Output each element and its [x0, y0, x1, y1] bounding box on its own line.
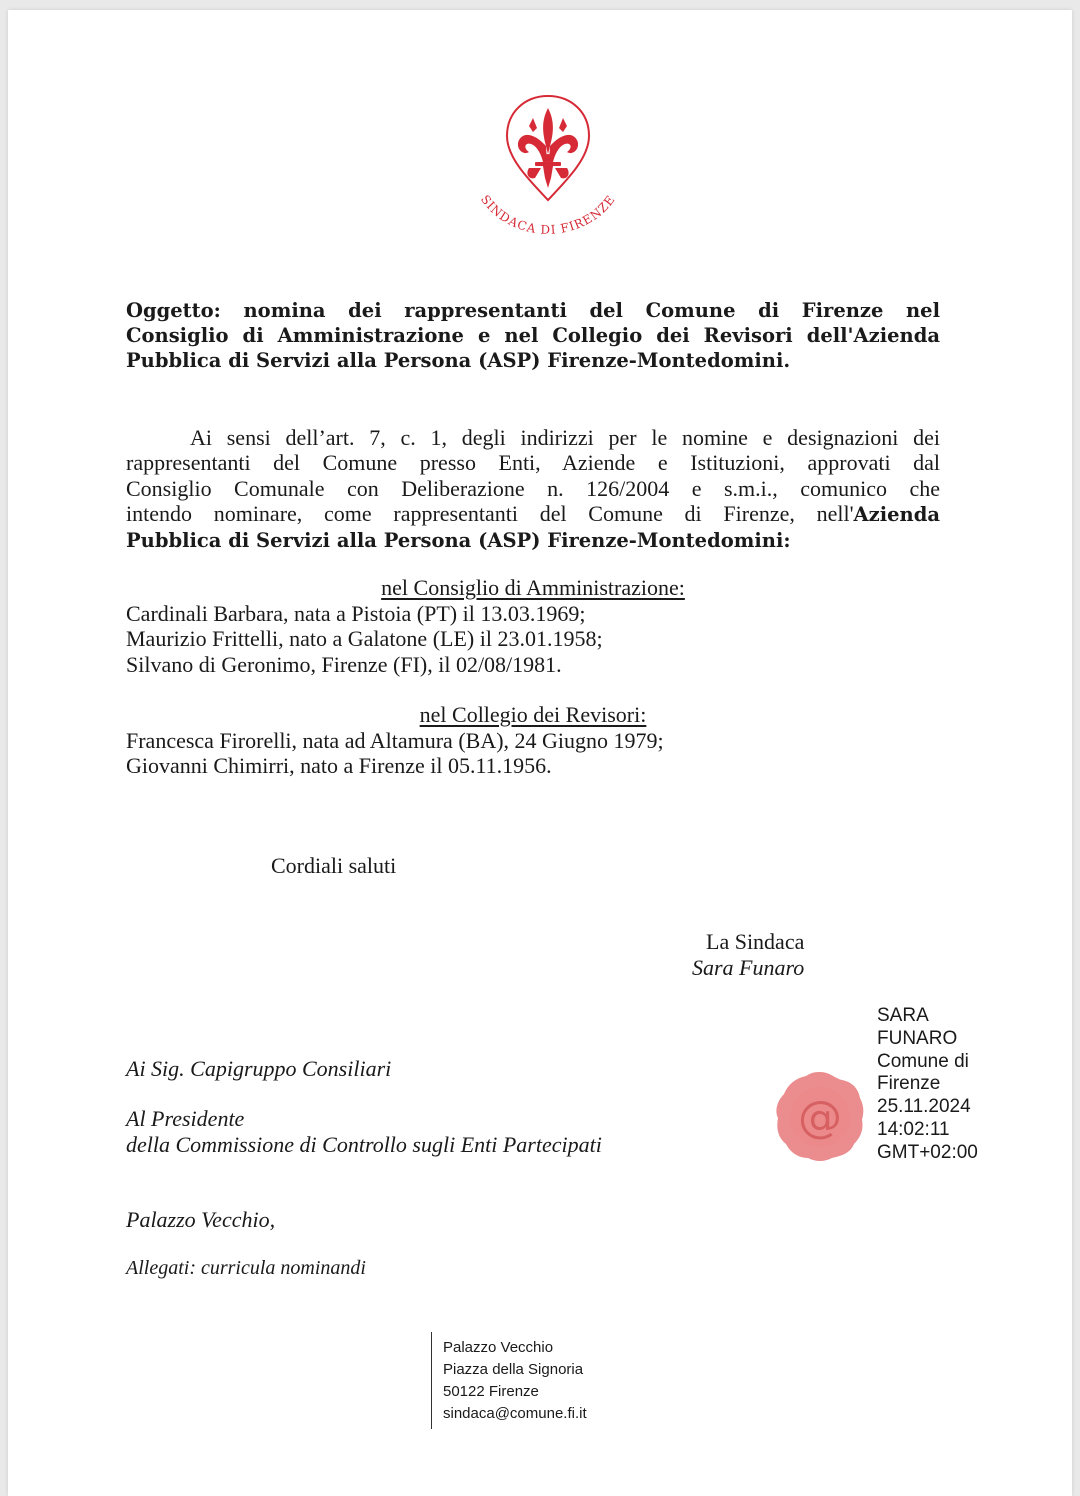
- recipient-1: Ai Sig. Capigruppo Consiliari: [126, 1056, 392, 1081]
- body-line-4-text: intendo nominare, come rappresentanti del Comune di Firenze, nell': [126, 500, 854, 526]
- attachments: Allegati: curricula nominandi: [126, 1257, 366, 1279]
- digital-signature-line-4: Firenze: [877, 1073, 941, 1095]
- cda-member-2: Maurizio Frittelli, nato a Galatone (LE) il 23.01.1958;: [126, 626, 603, 651]
- body-line-5: [126, 527, 940, 553]
- body-line-3: Consiglio Comunale con Deliberazione n. 126/2004 e s.m.i., comunico che: [126, 475, 940, 501]
- footer-email[interactable]: sindaca@comune.fi.it: [443, 1405, 587, 1422]
- digital-signature-line-1: SARA: [877, 1005, 929, 1026]
- body-line-2: rappresentanti del Comune presso Enti, Aziende e Istituzioni, approvati dal: [126, 450, 940, 476]
- digital-signature-seal-icon: [772, 1068, 868, 1164]
- revisori-member-1: Francesca Firorelli, nata ad Altamura (BA), 24 Giugno 1979;: [126, 728, 664, 753]
- signature-role: La Sindaca: [706, 929, 805, 954]
- footer-line-1: Palazzo Vecchio: [443, 1339, 554, 1356]
- revisori-title: nel Collegio dei Revisori:: [419, 702, 647, 727]
- florence-lily-logo-icon: [463, 88, 633, 238]
- closing: Cordiali saluti: [271, 853, 397, 878]
- subject-line-2: Consiglio di Amministrazione e nel Collegio dei Revisori dell'Azienda: [126, 324, 940, 347]
- footer-line-3: 50122 Firenze: [443, 1383, 539, 1400]
- body-paragraph: [126, 425, 940, 553]
- digital-signature-info: [877, 1005, 1057, 1165]
- footer-divider: [431, 1332, 432, 1429]
- subject: [126, 298, 940, 373]
- cda-member-3: Silvano di Geronimo, Firenze (FI), il 02/08/1981.: [126, 652, 562, 677]
- footer-line-2: Piazza della Signoria: [443, 1361, 584, 1378]
- body-line-1: Ai sensi dell’art. 7, c. 1, degli indirizzi per le nomine e designazioni dei: [190, 425, 940, 450]
- digital-signature-line-2: FUNARO: [877, 1027, 958, 1049]
- recipient-2: Al Presidente: [126, 1106, 245, 1131]
- subject-line-3: Pubblica di Servizi alla Persona (ASP) Firenze-Montedomini.: [126, 349, 791, 372]
- digital-signature-time: 14:02:11: [877, 1118, 950, 1140]
- revisori-member-2: Giovanni Chimirri, nato a Firenze il 05.11.1956.: [126, 753, 552, 778]
- subject-line-1: Oggetto: nomina dei rappresentanti del Comune di Firenze nel: [126, 299, 940, 322]
- body-line-4: [126, 501, 940, 527]
- cda-member-1: Cardinali Barbara, nata a Pistoia (PT) il 13.03.1969;: [126, 601, 586, 626]
- logo-caption: SINDACA DI FIRENZE: [477, 192, 619, 237]
- signature-name: Sara Funaro: [692, 955, 805, 980]
- digital-signature-date: 25.11.2024: [877, 1096, 971, 1118]
- svg-text:@: @: [798, 1092, 842, 1143]
- digital-signature-line-3: Comune di: [877, 1050, 969, 1072]
- digital-signature-timezone: GMT+02:00: [877, 1141, 978, 1163]
- body-line-5-bold: Pubblica di Servizi alla Persona (ASP) Firenze-Montedomini:: [126, 529, 791, 553]
- place: Palazzo Vecchio,: [126, 1207, 276, 1232]
- recipient-3: della Commissione di Controllo sugli Enti Partecipati: [126, 1132, 602, 1157]
- body-line-4-bold: Azienda: [853, 502, 940, 526]
- cda-title: nel Consiglio di Amministrazione:: [381, 575, 685, 600]
- footer-address: [443, 1337, 587, 1425]
